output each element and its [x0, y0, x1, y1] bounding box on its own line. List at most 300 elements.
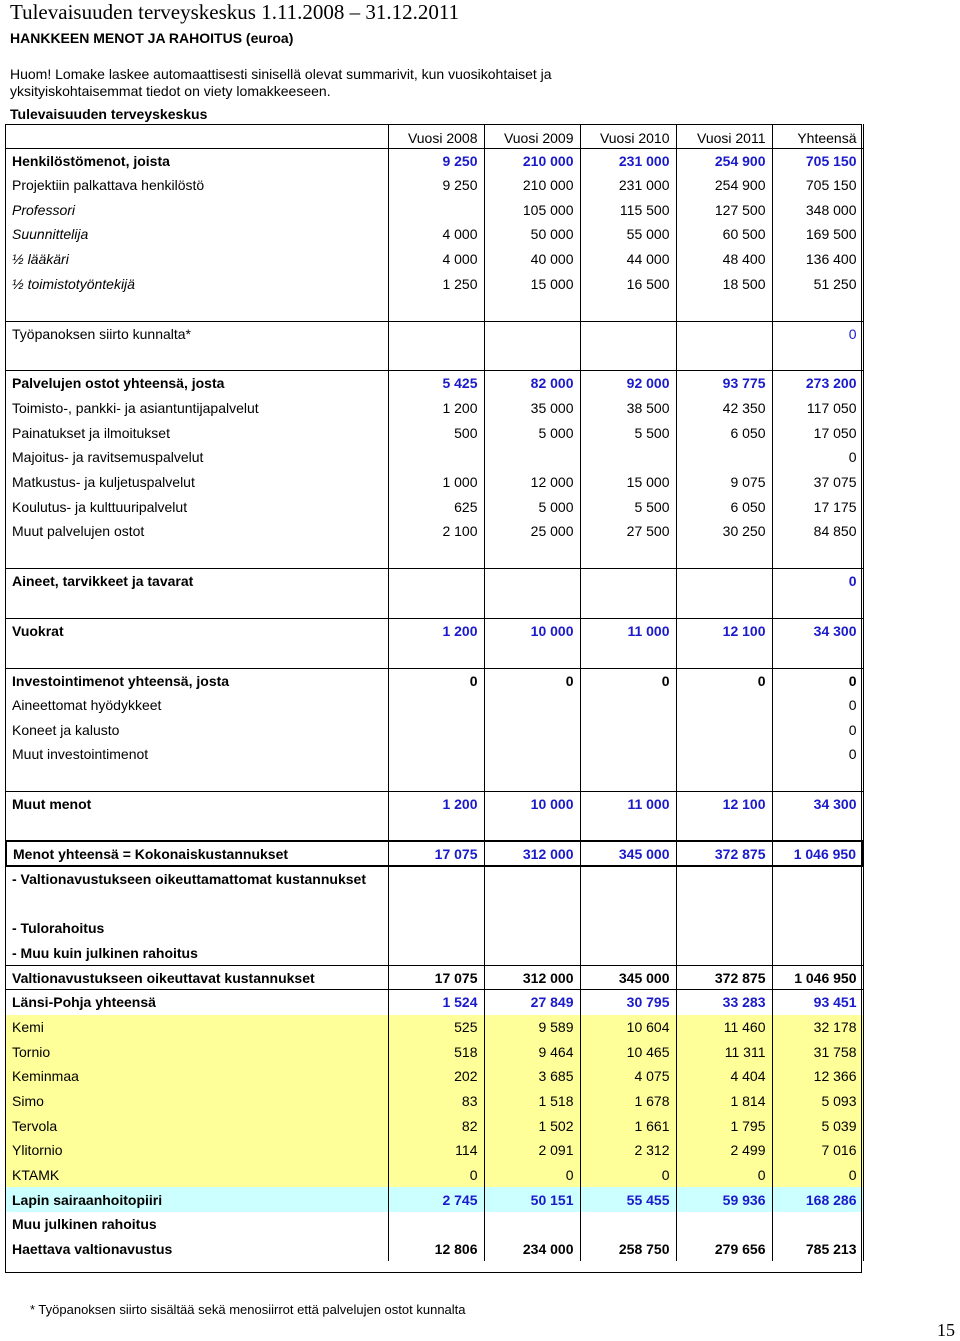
cell-value	[676, 717, 772, 742]
cell-value	[484, 643, 580, 668]
cell-value: 0	[580, 668, 676, 693]
cell-value: 2 499	[676, 1138, 772, 1163]
cell-value: 83	[388, 1089, 484, 1114]
row-label: - Tulorahoitus	[6, 916, 388, 941]
cell-value	[484, 717, 580, 742]
cell-value: 16 500	[580, 271, 676, 296]
cell-value	[388, 717, 484, 742]
table-row	[6, 916, 863, 941]
cell-value: 5 000	[484, 494, 580, 519]
budget-table	[5, 124, 864, 1261]
table-row	[6, 321, 863, 346]
cell-value	[484, 1212, 580, 1237]
cell-value: 1 046 950	[772, 841, 863, 866]
row-label: Investointimenot yhteensä, josta	[6, 668, 388, 693]
table-row	[6, 1064, 863, 1089]
cell-value: 348 000	[772, 197, 863, 222]
cell-value: 31 758	[772, 1039, 863, 1064]
cell-value: 105 000	[484, 197, 580, 222]
cell-value: 6 050	[676, 420, 772, 445]
row-label	[6, 346, 388, 371]
table-row	[6, 371, 863, 396]
cell-value: 372 875	[676, 965, 772, 990]
cell-value	[580, 544, 676, 569]
cell-value	[388, 569, 484, 594]
table-row	[6, 396, 863, 421]
cell-value: 30 250	[676, 519, 772, 544]
cell-value: 59 936	[676, 1187, 772, 1212]
cell-value: 2 091	[484, 1138, 580, 1163]
table-row	[6, 470, 863, 495]
cell-value	[676, 569, 772, 594]
cell-value	[388, 544, 484, 569]
cell-value: 12 100	[676, 792, 772, 817]
cell-value: 2 100	[388, 519, 484, 544]
row-label: - Muu kuin julkinen rahoitus	[6, 941, 388, 966]
cell-value	[772, 891, 863, 916]
cell-value: 0	[676, 668, 772, 693]
row-label	[6, 643, 388, 668]
page-number: 15	[937, 1320, 955, 1340]
cell-value: 5 093	[772, 1089, 863, 1114]
cell-value: 1 046 950	[772, 965, 863, 990]
cell-value: 12 806	[388, 1237, 484, 1262]
row-label	[6, 891, 388, 916]
cell-value: 1 678	[580, 1089, 676, 1114]
cell-value	[580, 296, 676, 321]
cell-value: 5 425	[388, 371, 484, 396]
cell-value: 202	[388, 1064, 484, 1089]
spacer-row	[6, 643, 863, 668]
cell-value: 30 795	[580, 990, 676, 1015]
cell-value: 32 178	[772, 1015, 863, 1040]
cell-value: 93 775	[676, 371, 772, 396]
table-row	[6, 717, 863, 742]
cell-value: 312 000	[484, 965, 580, 990]
cell-value	[388, 643, 484, 668]
cell-value: 1 502	[484, 1113, 580, 1138]
cell-value	[484, 445, 580, 470]
cell-value: 9 250	[388, 148, 484, 173]
cell-value	[676, 1212, 772, 1237]
table-row	[6, 1113, 863, 1138]
cell-value: 0	[772, 445, 863, 470]
cell-value	[484, 866, 580, 891]
cell-value: 60 500	[676, 222, 772, 247]
cell-value	[484, 593, 580, 618]
cell-value: 11 000	[580, 792, 676, 817]
cell-value: 5 039	[772, 1113, 863, 1138]
cell-value: 4 075	[580, 1064, 676, 1089]
table-row	[6, 693, 863, 718]
cell-value: 4 000	[388, 247, 484, 272]
row-label: Professori	[6, 197, 388, 222]
cell-value: 1 661	[580, 1113, 676, 1138]
cell-value: 11 311	[676, 1039, 772, 1064]
cell-value	[484, 569, 580, 594]
table-row	[6, 519, 863, 544]
document-subtitle: HANKKEEN MENOT JA RAHOITUS (euroa)	[10, 30, 294, 46]
cell-value: 17 075	[388, 841, 484, 866]
cell-value: 38 500	[580, 396, 676, 421]
row-label: Koulutus- ja kulttuuripalvelut	[6, 494, 388, 519]
row-label: Lapin sairaanhoitopiiri	[6, 1187, 388, 1212]
cell-value	[388, 767, 484, 792]
table-row	[6, 1212, 863, 1237]
cell-value: 5 500	[580, 420, 676, 445]
row-label: Aineettomat hyödykkeet	[6, 693, 388, 718]
cell-value: 1 000	[388, 470, 484, 495]
table-row	[6, 173, 863, 198]
row-label: Henkilöstömenot, joista	[6, 148, 388, 173]
cell-value: 1 200	[388, 618, 484, 643]
row-label: Muut menot	[6, 792, 388, 817]
cell-value	[388, 296, 484, 321]
row-label: Haettava valtionavustus	[6, 1237, 388, 1262]
cell-value: 234 000	[484, 1237, 580, 1262]
note-line: Huom! Lomake laskee automaattisesti sinisellä olevat summarivit, kun vuosikohtaiset ja	[10, 66, 552, 82]
cell-value: 168 286	[772, 1187, 863, 1212]
table-row	[6, 197, 863, 222]
cell-value: 345 000	[580, 965, 676, 990]
cell-value: 40 000	[484, 247, 580, 272]
cell-value: 55 000	[580, 222, 676, 247]
cell-value: 1 200	[388, 792, 484, 817]
row-label: Koneet ja kalusto	[6, 717, 388, 742]
cell-value	[388, 445, 484, 470]
cell-value: 518	[388, 1039, 484, 1064]
cell-value	[676, 321, 772, 346]
cell-value: 345 000	[580, 841, 676, 866]
table-header-row	[6, 124, 863, 148]
cell-value: 525	[388, 1015, 484, 1040]
cell-value: 12 366	[772, 1064, 863, 1089]
cell-value: 10 465	[580, 1039, 676, 1064]
cell-value	[580, 445, 676, 470]
cell-value: 0	[772, 569, 863, 594]
row-label: Ylitornio	[6, 1138, 388, 1163]
cell-value	[676, 891, 772, 916]
cell-value: 210 000	[484, 148, 580, 173]
cell-value: 10 000	[484, 792, 580, 817]
row-label: Länsi-Pohja yhteensä	[6, 990, 388, 1015]
cell-value	[772, 346, 863, 371]
table-row	[6, 420, 863, 445]
cell-value: 0	[772, 742, 863, 767]
row-label: Keminmaa	[6, 1064, 388, 1089]
cell-value	[772, 941, 863, 966]
spacer-row	[6, 593, 863, 618]
cell-value: 0	[484, 1163, 580, 1188]
cell-value: 705 150	[772, 148, 863, 173]
cell-value	[772, 767, 863, 792]
cell-value	[772, 866, 863, 891]
cell-value	[484, 544, 580, 569]
cell-value	[676, 866, 772, 891]
cell-value: 92 000	[580, 371, 676, 396]
cell-value: 0	[772, 1163, 863, 1188]
table-row	[6, 271, 863, 296]
cell-value	[484, 346, 580, 371]
row-label	[6, 593, 388, 618]
cell-value: 0	[772, 693, 863, 718]
row-label: Valtionavustukseen oikeuttavat kustannukset	[6, 965, 388, 990]
cell-value: 258 750	[580, 1237, 676, 1262]
cell-value: 136 400	[772, 247, 863, 272]
cell-value: 37 075	[772, 470, 863, 495]
cell-value: 1 200	[388, 396, 484, 421]
cell-value: 0	[772, 321, 863, 346]
cell-value: 34 300	[772, 792, 863, 817]
spacer-row	[6, 346, 863, 371]
cell-value	[388, 593, 484, 618]
column-header-label	[6, 124, 388, 148]
cell-value: 7 016	[772, 1138, 863, 1163]
cell-value: 0	[388, 1163, 484, 1188]
cell-value: 115 500	[580, 197, 676, 222]
spacer-row	[6, 891, 863, 916]
cell-value	[772, 643, 863, 668]
instruction-note	[10, 66, 580, 100]
cell-value: 500	[388, 420, 484, 445]
cell-value	[676, 916, 772, 941]
cell-value: 9 464	[484, 1039, 580, 1064]
cell-value	[772, 916, 863, 941]
cell-value	[772, 593, 863, 618]
row-label	[6, 296, 388, 321]
cell-value: 17 175	[772, 494, 863, 519]
cell-value	[580, 866, 676, 891]
column-header: Vuosi 2009	[484, 124, 580, 148]
cell-value: 33 283	[676, 990, 772, 1015]
table-row	[6, 990, 863, 1015]
cell-value	[388, 816, 484, 841]
cell-value	[676, 643, 772, 668]
cell-value	[772, 1212, 863, 1237]
table-row	[6, 569, 863, 594]
cell-value	[484, 693, 580, 718]
table-row	[6, 247, 863, 272]
cell-value	[676, 816, 772, 841]
cell-value	[388, 346, 484, 371]
cell-value: 1 795	[676, 1113, 772, 1138]
cell-value: 18 500	[676, 271, 772, 296]
cell-value: 1 814	[676, 1089, 772, 1114]
table-row	[6, 1187, 863, 1212]
row-label: Aineet, tarvikkeet ja tavarat	[6, 569, 388, 594]
cell-value: 5 500	[580, 494, 676, 519]
cell-value: 82 000	[484, 371, 580, 396]
cell-value	[388, 866, 484, 891]
cell-value: 127 500	[676, 197, 772, 222]
cell-value: 10 000	[484, 618, 580, 643]
row-label: Vuokrat	[6, 618, 388, 643]
cell-value	[484, 321, 580, 346]
cell-value	[388, 891, 484, 916]
cell-value: 42 350	[676, 396, 772, 421]
cell-value	[580, 891, 676, 916]
cell-value: 9 075	[676, 470, 772, 495]
cell-value	[484, 296, 580, 321]
row-label	[6, 544, 388, 569]
row-label: ½ toimistotyöntekijä	[6, 271, 388, 296]
cell-value	[484, 742, 580, 767]
spacer-row	[6, 296, 863, 321]
cell-value: 785 213	[772, 1237, 863, 1262]
cell-value: 34 300	[772, 618, 863, 643]
table-row	[6, 742, 863, 767]
spacer-row	[6, 816, 863, 841]
spacer-row	[6, 544, 863, 569]
cell-value: 84 850	[772, 519, 863, 544]
cell-value: 705 150	[772, 173, 863, 198]
cell-value	[388, 1212, 484, 1237]
row-label: Majoitus- ja ravitsemuspalvelut	[6, 445, 388, 470]
cell-value: 210 000	[484, 173, 580, 198]
table-row	[6, 222, 863, 247]
cell-value: 1 518	[484, 1089, 580, 1114]
cell-value	[676, 544, 772, 569]
row-label	[6, 816, 388, 841]
cell-value: 5 000	[484, 420, 580, 445]
cell-value: 1 250	[388, 271, 484, 296]
cell-value: 17 050	[772, 420, 863, 445]
row-label: Kemi	[6, 1015, 388, 1040]
cell-value	[580, 1212, 676, 1237]
cell-value: 44 000	[580, 247, 676, 272]
cell-value	[580, 569, 676, 594]
cell-value	[388, 693, 484, 718]
cell-value: 4 404	[676, 1064, 772, 1089]
cell-value: 625	[388, 494, 484, 519]
cell-value: 25 000	[484, 519, 580, 544]
cell-value	[484, 767, 580, 792]
cell-value: 0	[772, 668, 863, 693]
cell-value	[388, 916, 484, 941]
cell-value: 231 000	[580, 148, 676, 173]
cell-value: 0	[388, 668, 484, 693]
cell-value: 17 075	[388, 965, 484, 990]
cell-value: 55 455	[580, 1187, 676, 1212]
cell-value: 273 200	[772, 371, 863, 396]
cell-value: 117 050	[772, 396, 863, 421]
cell-value: 15 000	[580, 470, 676, 495]
cell-value	[676, 941, 772, 966]
cell-value: 9 589	[484, 1015, 580, 1040]
cell-value: 0	[484, 668, 580, 693]
row-label: Palvelujen ostot yhteensä, josta	[6, 371, 388, 396]
row-label: - Valtionavustukseen oikeuttamattomat kustannukset	[6, 866, 388, 891]
cell-value: 48 400	[676, 247, 772, 272]
column-header: Vuosi 2008	[388, 124, 484, 148]
cell-value: 3 685	[484, 1064, 580, 1089]
row-label: Suunnittelija	[6, 222, 388, 247]
cell-value: 93 451	[772, 990, 863, 1015]
table-row	[6, 494, 863, 519]
cell-value: 6 050	[676, 494, 772, 519]
row-label: KTAMK	[6, 1163, 388, 1188]
table-row	[6, 148, 863, 173]
row-label: Muut investointimenot	[6, 742, 388, 767]
cell-value: 82	[388, 1113, 484, 1138]
cell-value: 114	[388, 1138, 484, 1163]
cell-value	[772, 816, 863, 841]
table-row	[6, 1015, 863, 1040]
cell-value: 10 604	[580, 1015, 676, 1040]
cell-value: 1 524	[388, 990, 484, 1015]
footnote: * Työpanoksen siirto sisältää sekä menosiirrot että palvelujen ostot kunnalta	[30, 1302, 466, 1317]
table-row	[6, 792, 863, 817]
row-label: Matkustus- ja kuljetuspalvelut	[6, 470, 388, 495]
cell-value: 0	[676, 1163, 772, 1188]
row-label: Projektiin palkattava henkilöstö	[6, 173, 388, 198]
cell-value: 27 849	[484, 990, 580, 1015]
cell-value: 169 500	[772, 222, 863, 247]
column-header: Yhteensä	[772, 124, 863, 148]
row-label: Muu julkinen rahoitus	[6, 1212, 388, 1237]
cell-value: 2 745	[388, 1187, 484, 1212]
cell-value: 279 656	[676, 1237, 772, 1262]
cell-value: 51 250	[772, 271, 863, 296]
cell-value: 9 250	[388, 173, 484, 198]
section-title: Tulevaisuuden terveyskeskus	[10, 106, 208, 122]
cell-value	[484, 916, 580, 941]
cell-value	[676, 742, 772, 767]
cell-value	[388, 197, 484, 222]
cell-value: 231 000	[580, 173, 676, 198]
row-label: Tervola	[6, 1113, 388, 1138]
cell-value	[580, 346, 676, 371]
column-header: Vuosi 2010	[580, 124, 676, 148]
row-label: Muut palvelujen ostot	[6, 519, 388, 544]
cell-value: 0	[580, 1163, 676, 1188]
row-label: Työpanoksen siirto kunnalta*	[6, 321, 388, 346]
cell-value	[676, 767, 772, 792]
cell-value	[676, 593, 772, 618]
table-row	[6, 965, 863, 990]
cell-value	[388, 742, 484, 767]
cell-value	[580, 742, 676, 767]
cell-value: 12 100	[676, 618, 772, 643]
cell-value	[580, 767, 676, 792]
cell-value	[484, 891, 580, 916]
row-label	[6, 767, 388, 792]
cell-value	[676, 296, 772, 321]
table-row	[6, 1138, 863, 1163]
cell-value	[388, 321, 484, 346]
cell-value	[580, 717, 676, 742]
column-header: Vuosi 2011	[676, 124, 772, 148]
table-row	[6, 1039, 863, 1064]
cell-value	[580, 593, 676, 618]
page-header: Tulevaisuuden terveyskeskus 1.11.2008 – 31.12.2011	[10, 0, 460, 24]
cell-value	[676, 693, 772, 718]
cell-value	[580, 643, 676, 668]
cell-value	[580, 693, 676, 718]
cell-value	[676, 445, 772, 470]
cell-value	[676, 346, 772, 371]
budget-table-body	[6, 124, 863, 1261]
row-label: Simo	[6, 1089, 388, 1114]
cell-value: 15 000	[484, 271, 580, 296]
cell-value: 27 500	[580, 519, 676, 544]
cell-value	[484, 816, 580, 841]
table-row	[6, 668, 863, 693]
row-label: Toimisto-, pankki- ja asiantuntijapalvelut	[6, 396, 388, 421]
spacer-row	[6, 767, 863, 792]
cell-value: 50 000	[484, 222, 580, 247]
cell-value: 50 151	[484, 1187, 580, 1212]
